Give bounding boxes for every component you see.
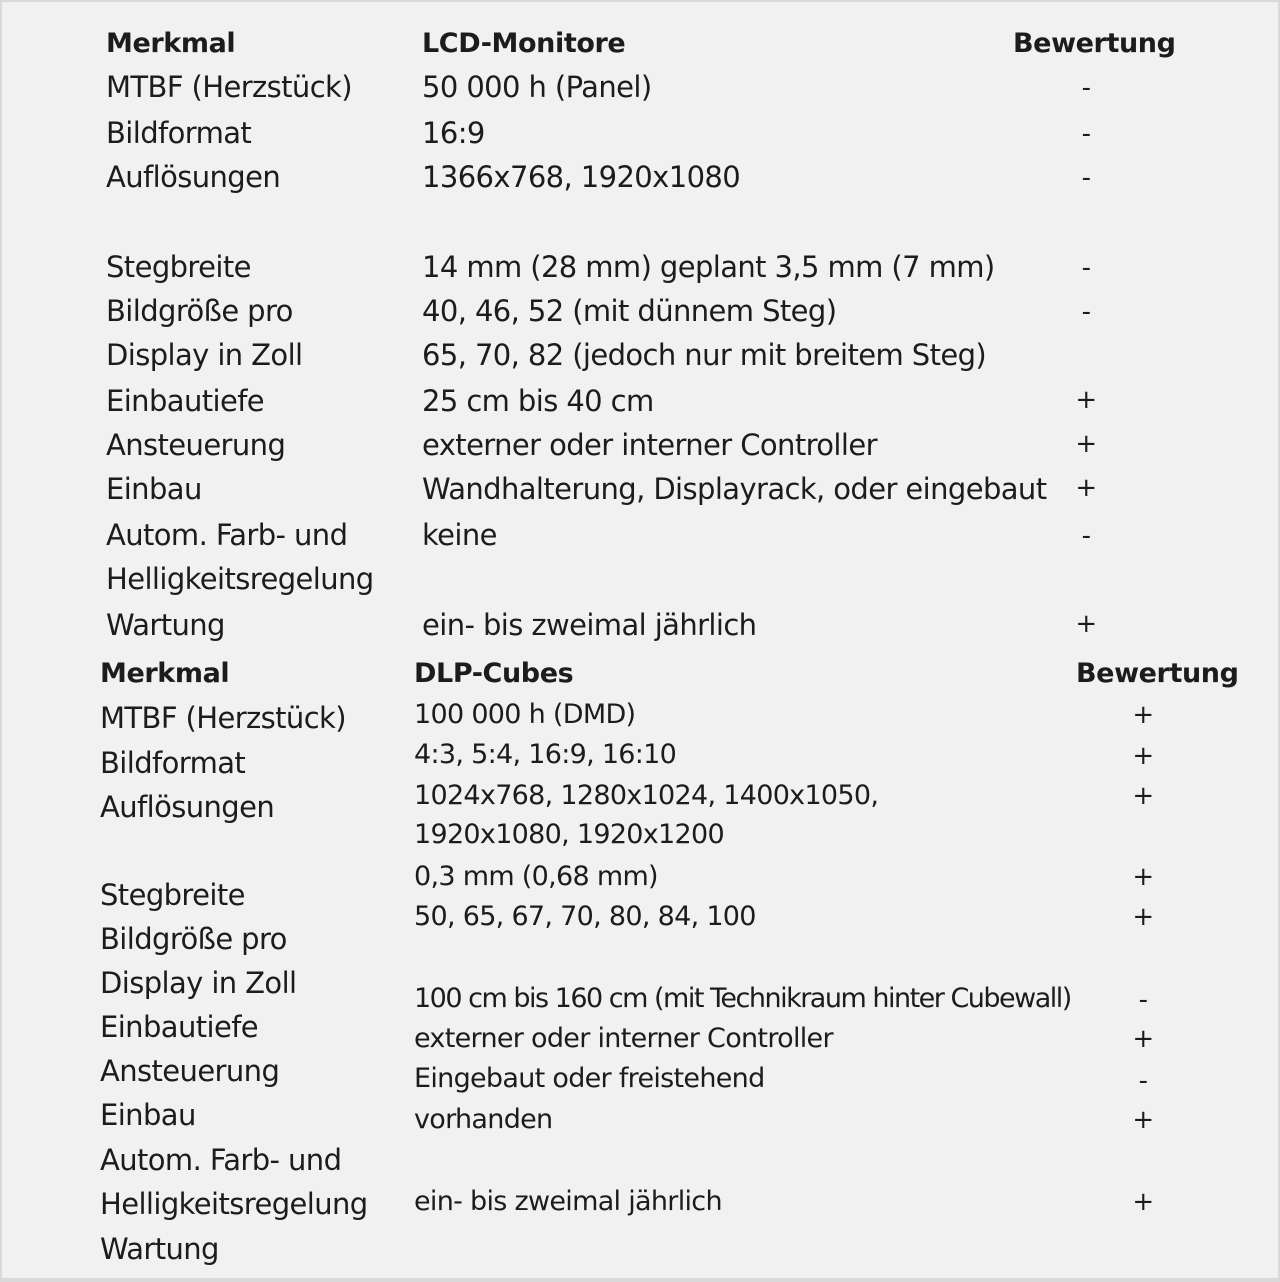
lcd-feature: Einbau [106,472,202,506]
dlp-rating: + [1132,1105,1154,1135]
lcd-value: 40, 46, 52 (mit dünnem Steg) [422,294,837,328]
lcd-feature: Auflösungen [106,160,281,194]
dlp-value: Eingebaut oder freistehend [414,1063,765,1094]
dlp-value: 1920x1080, 1920x1200 [414,819,724,850]
lcd-value: keine [422,518,497,552]
dlp-feature: Bildgröße pro [100,922,287,956]
dlp-rating: + [1132,902,1154,932]
dlp-rating: - [1138,985,1148,1015]
lcd-feature: Bildgröße pro [106,294,293,328]
lcd-rating: + [1075,385,1097,415]
dlp-value: vorhanden [414,1104,553,1135]
lcd-value: Wandhalterung, Displayrack, oder eingebaut [422,472,1047,506]
lcd-feature: MTBF (Herzstück) [106,70,352,104]
lcd-value: 25 cm bis 40 cm [422,384,654,418]
dlp-feature: Helligkeitsregelung [100,1187,368,1221]
dlp-value: 1024x768, 1280x1024, 1400x1050, [414,780,879,811]
lcd-value: externer oder interner Controller [422,428,877,462]
lcd-value: 65, 70, 82 (jedoch nur mit breitem Steg) [422,338,987,372]
dlp-feature: Einbautiefe [100,1010,259,1044]
dlp-rating: + [1132,862,1154,892]
dlp-rating: - [1138,1066,1148,1096]
lcd-rating: - [1081,163,1091,193]
lcd-header-feature: Merkmal [106,28,236,59]
lcd-rating: + [1075,473,1097,503]
dlp-feature: Wartung [100,1232,219,1266]
dlp-header-rating: Bewertung [1076,658,1239,689]
lcd-header-technology: LCD-Monitore [422,28,626,59]
lcd-rating: + [1075,429,1097,459]
lcd-rating: - [1081,73,1091,103]
comparison-page [2,2,1278,1278]
lcd-rating: - [1081,297,1091,327]
dlp-rating: + [1132,1024,1154,1054]
lcd-rating: - [1081,119,1091,149]
dlp-feature: Ansteuerung [100,1054,280,1088]
dlp-rating: + [1132,700,1154,730]
lcd-feature: Bildformat [106,116,252,150]
dlp-value: 0,3 mm (0,68 mm) [414,861,658,892]
lcd-feature: Ansteuerung [106,428,286,462]
lcd-feature: Stegbreite [106,250,251,284]
dlp-feature: Auflösungen [100,790,275,824]
dlp-value: 50, 65, 67, 70, 80, 84, 100 [414,901,756,932]
lcd-value: 16:9 [422,116,485,150]
dlp-rating: + [1132,1187,1154,1217]
dlp-feature: Bildformat [100,746,246,780]
dlp-value: externer oder interner Controller [414,1023,833,1054]
lcd-value: ein- bis zweimal jährlich [422,608,757,642]
dlp-header-technology: DLP-Cubes [414,658,574,689]
lcd-value: 50 000 h (Panel) [422,70,652,104]
dlp-feature: Display in Zoll [100,966,297,1000]
lcd-value: 14 mm (28 mm) geplant 3,5 mm (7 mm) [422,250,995,284]
lcd-rating: - [1081,521,1091,551]
dlp-feature: Einbau [100,1098,196,1132]
lcd-rating: - [1081,253,1091,283]
dlp-value: 100 000 h (DMD) [414,699,636,730]
dlp-value: 100 cm bis 160 cm (mit Technikraum hinter Cubewall) [414,983,1071,1014]
dlp-rating: + [1132,781,1154,811]
dlp-feature: MTBF (Herzstück) [100,701,346,735]
dlp-feature: Autom. Farb- und [100,1143,342,1177]
lcd-feature: Helligkeitsregelung [106,562,374,596]
lcd-feature: Wartung [106,608,225,642]
lcd-header-rating: Bewertung [1013,28,1176,59]
lcd-value: 1366x768, 1920x1080 [422,160,741,194]
lcd-feature: Einbautiefe [106,384,265,418]
lcd-feature: Autom. Farb- und [106,518,348,552]
dlp-value: 4:3, 5:4, 16:9, 16:10 [414,739,677,770]
dlp-rating: + [1132,741,1154,771]
dlp-value: ein- bis zweimal jährlich [414,1186,722,1217]
lcd-rating: + [1075,609,1097,639]
dlp-header-feature: Merkmal [100,658,230,689]
lcd-feature: Display in Zoll [106,338,303,372]
dlp-feature: Stegbreite [100,878,245,912]
